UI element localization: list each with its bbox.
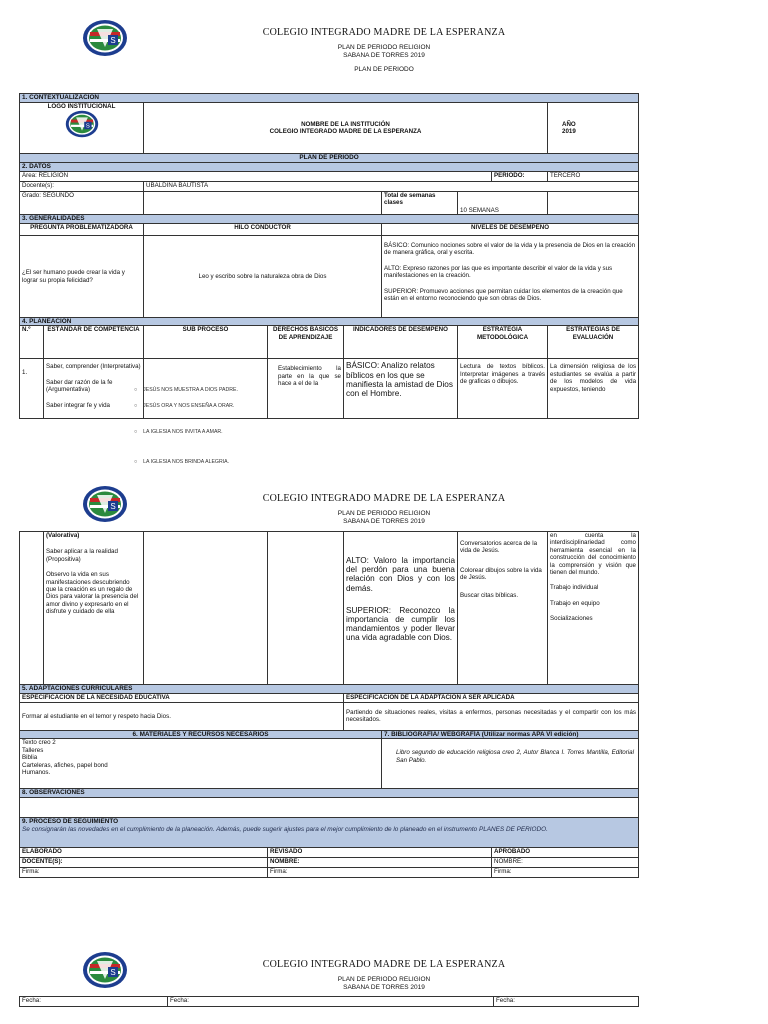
periodo-label: PERIODO:	[492, 172, 548, 182]
row-number: 1.	[20, 359, 44, 419]
estandar-5: Saber aplicar a la realidad (Propositiva)	[46, 548, 118, 563]
elaborado-firma: Firma:	[20, 868, 268, 878]
bibliografia-text: Libro segundo de educación religiosa creo 2, Autor Blanca I. Torres Mantilla, Editorial San Pablo.	[382, 739, 639, 789]
header-line1: PLAN DE PERIODO RELIGION	[337, 44, 431, 51]
evaluacion-p1: La dimensión religiosa de los estudiantes se evalúa a partir de los modelos de vida expuestos, teniendo	[548, 359, 639, 419]
grado-cell: Grado: SEGUNDO	[20, 192, 144, 215]
estrategia-p1: Lectura de textos bíblicos. Interpretar imágenes a través de graficas o dibujos.	[458, 359, 548, 419]
revisado-nombre: NOMBRE:	[268, 858, 492, 868]
aprobado-header: APROBADO	[492, 848, 639, 858]
plan-table-page1	[19, 93, 639, 419]
header-line3: PLAN DE PERIODO	[354, 66, 414, 73]
inst-logo-icon	[65, 110, 99, 138]
aprobado-firma: Firma:	[492, 868, 639, 878]
institution-cell	[144, 103, 548, 154]
pregunta-text: ¿El ser humano puede crear la vida y lograr su propia felicidad?	[20, 236, 144, 318]
nivel-alto: ALTO: Expreso razones por las que es importante describir el valor de la vida y sus manifestaciones en la creación.	[384, 264, 613, 280]
year-cell	[548, 103, 639, 154]
evaluacion-b: Trabajo en equipo	[550, 599, 600, 607]
docente-value: UBALDINA BAUTISTA	[144, 182, 639, 192]
estandar-3: Saber integrar fe y vida	[46, 401, 110, 409]
estandar-cell-cont	[44, 532, 144, 685]
evaluacion-a: Trabajo individual	[550, 584, 599, 592]
col-hilo: HILO CONDUCTOR	[144, 224, 382, 236]
col-adaptacion: ESPECIFICACIÓN DE LA ADAPTACIÓN A SER APLICADA	[344, 694, 639, 703]
material-item: Biblia	[22, 754, 38, 762]
fecha-elaborado: Fecha:	[20, 997, 168, 1007]
estrategia-c: Buscar citas bíblicas.	[460, 591, 519, 599]
periodo-value: TERCERO	[548, 172, 639, 182]
section-datos: 2. DATOS	[20, 163, 639, 172]
total-semanas-label: Total de semanas clases	[382, 192, 458, 215]
fecha-table	[19, 996, 639, 1007]
indicador-basico: BÁSICO: Analizo relatos bíblicos en los que se manifiesta la amistad de Dios con el Hombre.	[344, 359, 458, 419]
plan-table-page2	[19, 531, 639, 878]
section-generalidades: 3. GENERALIDADES	[20, 215, 639, 224]
section-planeacion: 4. PLANEACION	[20, 318, 639, 326]
material-item: Talleres	[22, 746, 44, 754]
evaluacion-cont	[548, 532, 639, 685]
school-name: COLEGIO INTEGRADO MADRE DE LA ESPERANZA	[262, 959, 506, 970]
col-estandar: ESTÁNDAR DE COMPETENCIA	[44, 326, 144, 359]
section-bibliografia: 7. BIBLIOGRAFÍA/ WEBGRAFÍA (Utilizar normas APA VI edición)	[382, 731, 639, 739]
dba-cell: Establecimiento la parte en la que se hace a el de la	[268, 359, 344, 419]
col-evaluacion: ESTRATEGIAS DE EVALUACIÓN	[548, 326, 639, 359]
plan-periodo-bar: PLAN DE PERIODO	[20, 154, 639, 163]
institution-name: COLEGIO INTEGRADO MADRE DE LA ESPERANZA	[269, 128, 422, 135]
area-cell: Área: RELIGION	[20, 172, 492, 182]
subproceso-item: ○ JESÚS ORA Y NOS ENSEÑA A ORAR.	[134, 403, 235, 409]
page-header	[0, 493, 768, 526]
subproceso-item: ○ LA IGLESIA NOS INVITA A AMAR.	[134, 429, 223, 435]
evaluacion-c: Socializaciones	[550, 615, 593, 623]
year-value: 2019	[562, 128, 576, 135]
institution-label: NOMBRE DE LA INSTITUCIÓN	[301, 120, 390, 128]
fecha-aprobado: Fecha:	[494, 997, 639, 1007]
indicador-alto: ALTO: Valoro la importancia del perdón para una buena relación con Dios y con los demás.	[346, 556, 455, 593]
header-line2: SABANA DE TORRES 2019	[343, 518, 425, 525]
section-observaciones: 8. OBSERVACIONES	[20, 789, 639, 798]
col-dba: DERECHOS BÁSICOS DE APRENDIZAJE	[268, 326, 344, 359]
col-numero: N.º	[20, 326, 44, 359]
material-item: Humanos.	[22, 769, 51, 777]
observaciones-cell	[20, 798, 639, 818]
seguimiento-cell	[20, 818, 639, 848]
indicadores-cont	[344, 532, 458, 685]
fecha-revisado: Fecha:	[168, 997, 494, 1007]
nivel-basico: BÁSICO: Comunico nociones sobre el valor de la vida y la presencia de Dios en la creación de manera gráfica, oral y escrita.	[384, 242, 636, 257]
estandar-4: (Valorativa)	[46, 532, 80, 539]
evaluacion-texto: en cuenta la interdisciplinariedad como herramienta esencial en la construcción del conocimiento la comprensión y visión que tienen del mundo.	[550, 532, 636, 577]
header-line2: SABANA DE TORRES 2019	[343, 984, 425, 991]
page-header	[0, 27, 768, 74]
necesidad-text: Formar al estudiante en el temor y respeto hacia Dios.	[20, 703, 344, 731]
section-materiales: 6. MATERIALES Y RECURSOS NECESARIOS	[20, 731, 382, 739]
docentes-label: DOCENTE(S):	[20, 858, 268, 868]
section-adaptaciones: 5. ADAPTACIONES CURRICULARES	[20, 685, 639, 694]
elaborado-header: ELABORADO	[20, 848, 268, 858]
docente-label: Docente(s):	[20, 182, 144, 192]
col-niveles: NIVELES DE DESEMPEÑO	[382, 224, 639, 236]
aprobado-nombre: NOMBRE:	[492, 858, 639, 868]
materiales-list	[20, 739, 382, 789]
col-indicadores: INDICADORES DE DESEMPEÑO	[344, 326, 458, 359]
estandar-cell	[44, 359, 144, 419]
section-contextualizacion: 1. CONTEXTUALIZACIÓN	[20, 94, 639, 103]
col-estrategia: ESTRATEGIA METODOLÓGICA	[458, 326, 548, 359]
estandar-6: Observo la vida en sus manifestaciones descubriendo que la creación es un regalo de Dios para valorar la presencia del amor divino y expresarlo en el disfrute y cuidado de ella	[46, 571, 139, 616]
school-name: COLEGIO INTEGRADO MADRE DE LA ESPERANZA	[262, 27, 506, 38]
logo-cell	[20, 103, 144, 154]
subproceso-item: ○ LA IGLESIA NOS BRINDA ALEGRIA.	[134, 459, 230, 465]
nivel-superior: SUPERIOR: Promuevo acciones que permitan cuidar los elementos de la creación que están en el entorno reconociendo que son obras de Dios.	[384, 287, 623, 303]
col-necesidad: ESPECIFICACIÓN DE LA NECESIDAD EDUCATIVA	[20, 694, 344, 703]
niveles-cell	[382, 236, 639, 318]
logo-label: LOGO INSTITUCIONAL	[47, 103, 116, 110]
revisado-firma: Firma:	[268, 868, 492, 878]
adaptacion-text: Partiendo de situaciones reales, visitas a enfermos, personas necesitadas y el compartir con los más necesitados.	[344, 703, 639, 731]
indicador-superior: SUPERIOR: Reconozco la importancia de cumplir los mandamientos y poder llevar una vida agradable con Dios.	[346, 605, 455, 643]
estandar-1: Saber, comprender (Interpretativa)	[46, 363, 141, 371]
total-semanas-value: 10 SEMANAS	[458, 192, 548, 215]
year-label: AÑO	[562, 120, 576, 128]
hilo-text: Leo y escribo sobre la naturaleza obra de Dios	[144, 236, 382, 318]
school-name: COLEGIO INTEGRADO MADRE DE LA ESPERANZA	[262, 493, 506, 504]
col-subproceso: SUB PROCESO	[144, 326, 268, 359]
header-line2: SABANA DE TORRES 2019	[343, 52, 425, 59]
page-header	[0, 959, 768, 992]
seguimiento-text: Se consignarán las novedades en el cumplimiento de la planeación. Además, puede sugerir ajustes para el mejor cumplimiento de lo planeado en el instrumento PLANES DE PERIODO.	[22, 825, 548, 833]
material-item: Carteleras, afiches, papel bond	[22, 761, 108, 769]
subproceso-item: ○ JESÚS NOS MUESTRA A DIOS PADRE.	[134, 387, 238, 393]
col-pregunta: PREGUNTA PROBLEMATIZADORA	[20, 224, 144, 236]
revisado-header: REVISADO	[268, 848, 492, 858]
material-item: Texto creo 2	[22, 739, 56, 747]
estrategia-b: Colorear dibujos sobre la vida de Jesús.	[460, 566, 542, 582]
estrategia-a: Conversatorios acerca de la vida de Jesús.	[460, 540, 538, 555]
header-line1: PLAN DE PERIODO RELIGION	[337, 976, 431, 983]
header-line1: PLAN DE PERIODO RELIGION	[337, 510, 431, 517]
estandar-2: Saber dar razón de la fe (Argumentativa)	[46, 378, 113, 394]
section-seguimiento: 9. PROCESO DE SEGUIMIENTO	[22, 818, 119, 826]
estrategia-cont	[458, 532, 548, 685]
